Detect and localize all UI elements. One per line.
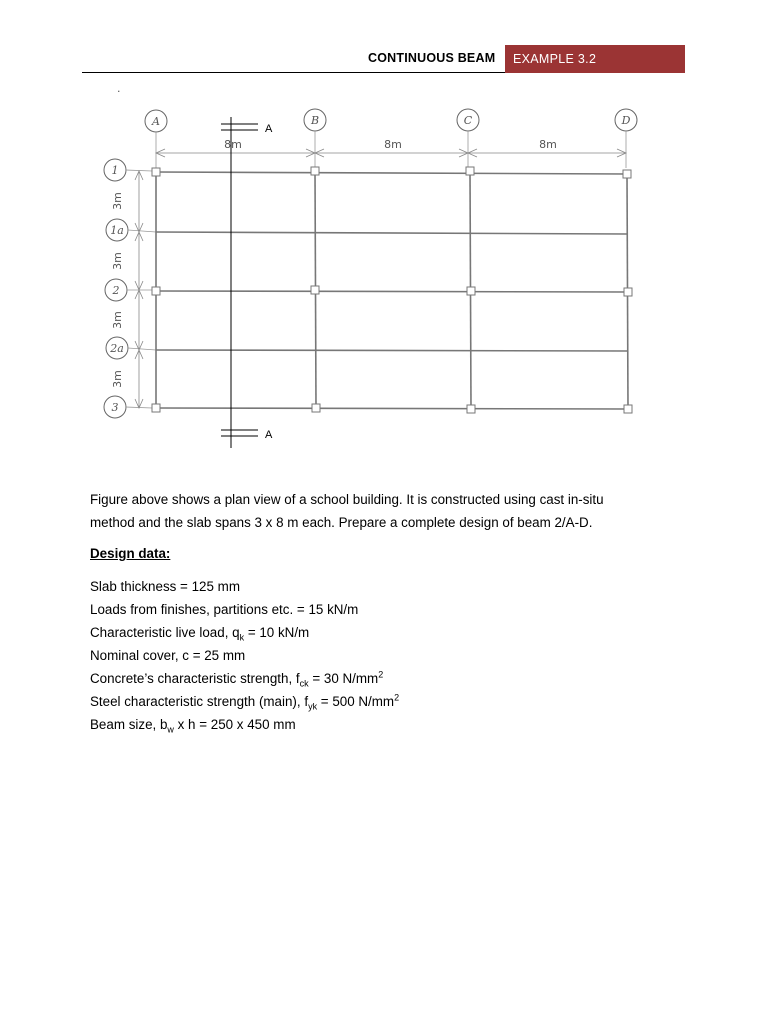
svg-text:1a: 1a [110,224,124,237]
live-load-value: = 10 kN/m [244,625,310,640]
row-spacing-2-2a: 3m [111,311,124,329]
design-data-heading: Design data: [90,546,171,561]
column-markers [152,167,632,413]
finishes-load: Loads from finishes, partitions etc. = 15 kN/m [90,602,359,617]
dot-mark: . [117,82,121,95]
steel-label: Steel characteristic strength (main), f [90,694,309,709]
live-load-label: Characteristic live load, q [90,625,240,640]
row-bubble-2a [106,337,128,359]
section-mark-top: A [265,123,273,135]
steel-subscript: yk [308,701,318,712]
svg-text:2: 2 [112,284,120,297]
plan-view-drawing [0,0,768,470]
problem-statement [90,488,710,534]
beam-size-label: Beam size, b [90,717,168,732]
row-bubble-3 [104,396,126,418]
beam-grid [156,171,628,409]
span-label-ab: 8m [224,138,242,151]
nominal-cover: Nominal cover, c = 25 mm [90,648,246,663]
svg-text:C: C [463,114,473,127]
row-spacing-2a-3: 3m [111,370,124,388]
beam-size [90,713,710,736]
row-spacing-1-1a: 3m [111,192,124,210]
steel-strength [90,690,710,713]
concrete-strength [90,667,710,690]
slab-thickness: Slab thickness = 125 mm [90,579,240,594]
svg-text:A: A [152,115,160,128]
steel-superscript: 2 [394,692,400,703]
concrete-superscript: 2 [378,669,384,680]
live-load [90,621,710,644]
column-bubble-c [457,109,479,131]
beam-size-value: x h = 250 x 450 mm [173,717,296,732]
span-label-bc: 8m [384,138,402,151]
row-dimension-line [135,171,143,408]
row-bubble-2 [105,279,127,301]
column-bubble-d [615,109,637,131]
section-cut-line [221,117,258,448]
concrete-subscript: ck [299,678,309,689]
beam-size-subscript: w [167,724,174,735]
row-spacing-1a-2: 3m [111,252,124,270]
span-label-cd: 8m [539,138,557,151]
problem-line-1: Figure above shows a plan view of a school building. It is constructed using cast in-situ [90,492,604,507]
concrete-value: = 30 N/mm [308,671,379,686]
steel-value: = 500 N/mm [317,694,395,709]
svg-text:D: D [621,114,631,127]
header-title: CONTINUOUS BEAM [368,51,496,65]
svg-text:B: B [310,114,320,127]
problem-text [90,488,710,736]
example-badge: EXAMPLE 3.2 [505,45,685,73]
live-load-subscript: k [239,632,245,643]
concrete-label: Concrete’s characteristic strength, f [90,671,300,686]
column-bubble-b [304,109,326,131]
svg-text:1: 1 [111,164,119,177]
svg-text:3: 3 [111,401,119,414]
problem-line-2: method and the slab spans 3 x 8 m each. Prepare a complete design of beam 2/A-D. [90,515,593,530]
svg-text:2a: 2a [110,342,124,355]
section-mark-bottom: A [265,429,273,441]
column-bubble-a [145,110,167,132]
row-bubble-1 [104,159,126,181]
row-bubble-1a [106,219,128,241]
